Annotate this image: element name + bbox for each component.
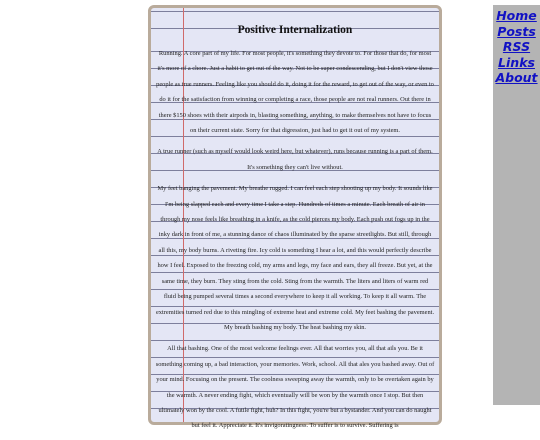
post-paragraph: All that bashing. One of the most welcome feelings ever. All that worries you, all that ails you. Be it something coming up, a bad interaction, your memories. Work, school. All that ales you bashed away. Out of your mind. Focusing on the present. The coolness sweeping away the warmth, only to be overtaken again by the warmth. A never ending fight, which eventually will be won by the warmth once I stop. But then ultimately won by the cool. A futile fight, huh? In this fight, you're but a bystander. And you can do naught but feel it. Appreciate it. It's invigoratingness. To suffer is to survive. Suffering is [155,345,435,430]
notebook-paper [148,5,442,430]
nav-link-links[interactable]: Links [498,54,535,70]
post-paragraph: My feet banging the pavement. My breathe rugged. I can feel each step shooting up my body. It sounds like I'm being slapped each and every time I take a step. Hundreds of times a minute. Each breath of air in through my nose feels like breathing in a knife, as the cold pierces my body. Each push out fogs up in the inky dark in front of me, a stunning dance of chaos illuminated by the sparse streetlights. But still, through all this, my body burns. A riveting fire. Icy cold is something I hear a lot, and this would perfectly describe how I feel. Exposed to the freezing cold, my arms and legs, my face and ears, they all freeze. But yet, at the same time, they burn. They sting from the cold. Sting from the warmth. The liters and liters of warm red fluid being pumped several times a second everywhere to keep it all working. To keep it all warm. The extremities turned red due to this mingling of extreme heat and extreme cold. My feet bashing the pavement. My breath bashing my body. The heat bashing my skin. [155,185,435,331]
nav-link-home[interactable]: Home [496,8,537,23]
nav-link-rss[interactable]: RSS [502,39,531,54]
post-title: Positive Internalization [237,24,353,36]
post-paragraph: A true runner (such as myself would look weird here, but whatever), runs because running is a part of them. It's something they can't live without. [157,148,433,171]
nav-link-about[interactable]: About [495,70,538,85]
post-body [155,46,435,440]
nav-link-posts[interactable]: Posts [497,23,536,39]
post-paragraph: Running. A core part of my life. For most people, it's something they devote to. For those that do, for most it's more of a chore. Just a habit to get out of the way. Not to be super condescending, but I don't view those people as true runners. Feeling like you should do it, doing it for the reward, to get out of the way, or even to do it for the satisfaction from winning or completing a race, those people are not real runners. Out there in there $150 shoes with their airpods in, blasting something, anything, to make themselves not have to focus on their current state. Sorry for that digression, just had to get it out of my system. [156,50,434,135]
sidebar-nav [493,5,540,405]
